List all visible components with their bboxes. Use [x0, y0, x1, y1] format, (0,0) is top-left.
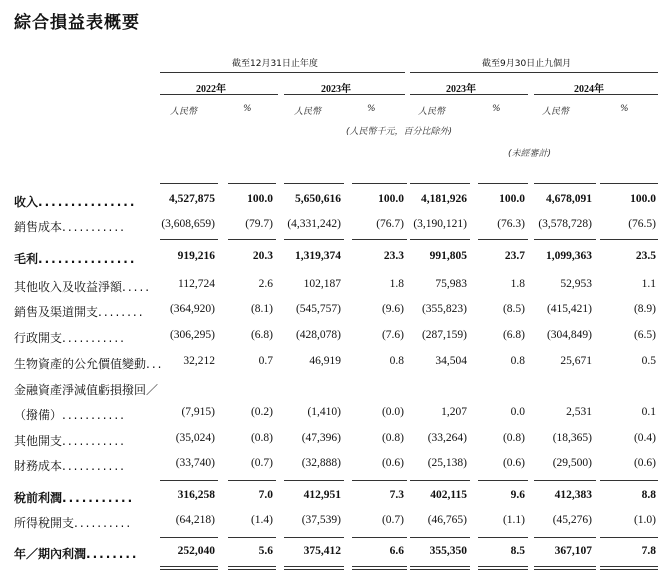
- cell-rmb-9m-2024: 412,383: [554, 489, 592, 501]
- row-label: [14, 355, 163, 372]
- cell-pct-2023: (0.8): [381, 432, 404, 444]
- cell-pct-9m-2024: (8.9): [633, 303, 656, 315]
- year-rule-2024: [534, 94, 658, 95]
- year-header-2024: 2024年: [574, 84, 604, 95]
- col-label-currency-1: 人民幣: [170, 107, 198, 117]
- cell-pct-9m-2023: 1.8: [510, 278, 525, 290]
- cell-rmb-9m-2024: 367,107: [554, 545, 592, 557]
- leader-dots: ..........: [74, 516, 133, 530]
- cell-rmb-9m-2024: 52,953: [560, 278, 592, 290]
- row-label: [14, 432, 126, 449]
- cell-pct-2023: (0.0): [381, 406, 404, 418]
- cell-pct-9m-2023: 0.8: [510, 355, 525, 367]
- cell-pct-9m-2023: (6.8): [502, 329, 525, 341]
- cell-pct-2022: 0.7: [258, 355, 273, 367]
- cell-pct-9m-2023: (1.1): [502, 514, 525, 526]
- cell-pct-9m-2023: (8.5): [502, 303, 525, 315]
- row-label-text: 其他開支: [14, 434, 63, 448]
- cell-rmb-2022: 919,216: [177, 250, 215, 262]
- row-label-text: 銷售成本: [14, 220, 63, 234]
- row-label-text: 收入: [14, 195, 39, 209]
- cell-pct-2023: 0.8: [389, 355, 404, 367]
- cell-pct-2022: (1.4): [250, 514, 273, 526]
- net-profit-overline-pct-9m-2023: [478, 537, 528, 538]
- year-rule-2023-nine-months: [410, 94, 528, 95]
- cell-pct-2022: 20.3: [252, 250, 273, 262]
- cell-rmb-2023: 102,187: [303, 278, 341, 290]
- cell-pct-2023: (9.6): [381, 303, 404, 315]
- col-label-percent-3: %: [492, 104, 501, 114]
- row-label: [14, 329, 126, 346]
- row-label-text: 年／期內利潤: [14, 547, 87, 561]
- cell-rmb-9m-2024: (304,849): [546, 329, 592, 341]
- cell-rmb-2023: 375,412: [303, 545, 341, 557]
- cell-rmb-2022: (64,218): [175, 514, 215, 526]
- cell-pct-2022: (79.7): [245, 218, 273, 230]
- net-profit-overline-pct-2023: [352, 537, 407, 538]
- net-profit-double-underline-rmb-9m-2024: [534, 569, 596, 570]
- cell-rmb-9m-2024: (3,578,728): [538, 218, 592, 230]
- row-label-text: （撥備）: [14, 408, 63, 422]
- cell-pct-9m-2023: (76.3): [497, 218, 525, 230]
- row-label: [14, 489, 134, 506]
- cell-pct-2023: 7.3: [389, 489, 404, 501]
- net-profit-underline-pct-2022: [228, 566, 276, 567]
- period-rule-nine-months: [410, 72, 658, 73]
- cell-rmb-2023: (428,078): [295, 329, 341, 341]
- net-profit-underline-rmb-9m-2023: [410, 566, 470, 567]
- table-row: [0, 381, 660, 401]
- table-row: [0, 278, 660, 298]
- cell-pct-9m-2024: (0.6): [633, 457, 656, 469]
- cell-rmb-2023: (32,888): [301, 457, 341, 469]
- cell-rmb-2022: (7,915): [181, 406, 215, 418]
- cell-pct-2022: (0.2): [250, 406, 273, 418]
- cell-pct-2022: (8.1): [250, 303, 273, 315]
- cell-rmb-2022: 252,040: [177, 545, 215, 557]
- cell-rmb-2023: 1,319,374: [295, 250, 341, 262]
- row-label: [14, 218, 126, 235]
- cell-pct-9m-2023: 8.5: [510, 545, 525, 557]
- cell-rmb-9m-2024: (45,276): [552, 514, 592, 526]
- leader-dots: ...: [146, 357, 164, 371]
- table-row: [0, 514, 660, 534]
- leader-dots: ...........: [62, 459, 126, 473]
- row-label: [14, 193, 136, 210]
- cell-pct-2022: 2.6: [258, 278, 273, 290]
- row-label: [14, 303, 145, 320]
- pretax-overline-rmb-2022: [160, 480, 218, 481]
- cell-pct-9m-2024: (1.0): [633, 514, 656, 526]
- gross-profit-overline-rmb-9m-2023: [410, 239, 470, 240]
- net-profit-overline-pct-2022: [228, 537, 276, 538]
- header-underline-rmb-9m-2024: [534, 183, 596, 184]
- col-label-percent-4: %: [620, 104, 629, 114]
- cell-rmb-2022: 32,212: [183, 355, 215, 367]
- col-label-currency-4: 人民幣: [542, 107, 570, 117]
- net-profit-overline-rmb-9m-2024: [534, 537, 596, 538]
- cell-pct-9m-2023: (0.8): [502, 432, 525, 444]
- row-label: [14, 278, 151, 295]
- cell-rmb-9m-2023: 4,181,926: [421, 193, 467, 205]
- cell-rmb-2022: (364,920): [169, 303, 215, 315]
- cell-pct-2022: (0.7): [250, 457, 273, 469]
- header-underline-pct-2023: [352, 183, 407, 184]
- row-label-text: 行政開支: [14, 331, 63, 345]
- row-label: [14, 250, 136, 267]
- row-label-text: 其他收入及收益淨額: [14, 280, 123, 294]
- period-rule-annual: [160, 72, 405, 73]
- cell-rmb-9m-2024: 4,678,091: [546, 193, 592, 205]
- net-profit-double-underline-rmb-2022: [160, 569, 218, 570]
- pretax-overline-rmb-2023: [284, 480, 344, 481]
- cell-rmb-9m-2023: 1,207: [441, 406, 467, 418]
- net-profit-double-underline-rmb-2023: [284, 569, 344, 570]
- net-profit-underline-rmb-9m-2024: [534, 566, 596, 567]
- table-row: [0, 218, 660, 238]
- table-row: [0, 489, 660, 509]
- cell-rmb-9m-2023: 402,115: [430, 489, 467, 501]
- row-label-text: 所得稅開支: [14, 516, 75, 530]
- table-row: [0, 329, 660, 349]
- leader-dots: ...............: [38, 252, 137, 266]
- cell-rmb-2023: (37,539): [301, 514, 341, 526]
- table-row: [0, 457, 660, 477]
- cell-pct-9m-2024: 0.1: [641, 406, 656, 418]
- cell-rmb-9m-2023: 34,504: [435, 355, 467, 367]
- cell-pct-9m-2023: (0.6): [502, 457, 525, 469]
- cell-rmb-2023: (1,410): [307, 406, 341, 418]
- header-underline-rmb-2023: [284, 183, 344, 184]
- table-row: [0, 250, 660, 270]
- cell-rmb-9m-2024: (18,365): [552, 432, 592, 444]
- period-header-nine-months: 截至9月30日止九個月: [482, 59, 572, 69]
- cell-rmb-9m-2024: (29,500): [552, 457, 592, 469]
- year-rule-2023-annual: [284, 94, 405, 95]
- year-rule-2022: [160, 94, 278, 95]
- leader-dots: .....: [122, 280, 152, 294]
- cell-pct-9m-2023: 0.0: [510, 406, 525, 418]
- cell-rmb-2022: (33,740): [175, 457, 215, 469]
- cell-pct-9m-2024: 0.5: [641, 355, 656, 367]
- cell-pct-9m-2023: 9.6: [510, 489, 525, 501]
- cell-rmb-2023: (545,757): [295, 303, 341, 315]
- net-profit-double-underline-pct-2023: [352, 569, 407, 570]
- pretax-overline-rmb-9m-2024: [534, 480, 596, 481]
- cell-rmb-2022: (306,295): [169, 329, 215, 341]
- cell-pct-9m-2024: 1.1: [641, 278, 656, 290]
- cell-pct-2022: (0.8): [250, 432, 273, 444]
- net-profit-underline-rmb-2023: [284, 566, 344, 567]
- row-label-text: 金融資產淨減值虧損撥回／: [14, 383, 159, 397]
- table-row: [0, 355, 660, 375]
- row-label: [14, 406, 126, 423]
- cell-rmb-2023: 5,650,616: [295, 193, 341, 205]
- row-label-text: 生物資產的公允價值變動: [14, 357, 147, 371]
- header-underline-pct-9m-2024: [600, 183, 658, 184]
- cell-pct-2023: (7.6): [381, 329, 404, 341]
- cell-rmb-9m-2023: (287,159): [421, 329, 467, 341]
- cell-pct-9m-2024: 7.8: [641, 545, 656, 557]
- leader-dots: ...........: [62, 408, 126, 422]
- net-profit-underline-rmb-2022: [160, 566, 218, 567]
- page-title: 綜合損益表概要: [14, 13, 140, 33]
- row-label-text: 稅前利潤: [14, 491, 63, 505]
- cell-pct-2023: 100.0: [378, 193, 404, 205]
- year-header-2023-annual: 2023年: [321, 84, 351, 95]
- cell-pct-9m-2024: (0.4): [633, 432, 656, 444]
- pretax-overline-pct-2023: [352, 480, 407, 481]
- cell-pct-2022: 100.0: [247, 193, 273, 205]
- cell-pct-2022: 7.0: [258, 489, 273, 501]
- cell-rmb-2023: (47,396): [301, 432, 341, 444]
- table-row: [0, 406, 660, 426]
- row-label: [14, 381, 158, 398]
- pretax-overline-pct-9m-2024: [600, 480, 658, 481]
- leader-dots: ...............: [38, 195, 137, 209]
- leader-dots: ...........: [62, 220, 126, 234]
- year-header-2022: 2022年: [196, 84, 226, 95]
- cell-rmb-9m-2024: (415,421): [546, 303, 592, 315]
- cell-pct-9m-2023: 23.7: [504, 250, 525, 262]
- cell-rmb-9m-2023: 991,805: [429, 250, 467, 262]
- cell-rmb-9m-2024: 1,099,363: [546, 250, 592, 262]
- col-label-currency-3: 人民幣: [418, 107, 446, 117]
- col-label-percent-2: %: [367, 104, 376, 114]
- pretax-overline-pct-2022: [228, 480, 276, 481]
- unaudited-note: (未經審計): [508, 149, 552, 159]
- row-label-text: 財務成本: [14, 459, 63, 473]
- pretax-overline-pct-9m-2023: [478, 480, 528, 481]
- cell-rmb-9m-2023: 75,983: [435, 278, 467, 290]
- table-row: [0, 193, 660, 213]
- gross-profit-overline-rmb-9m-2024: [534, 239, 596, 240]
- gross-profit-overline-pct-2022: [228, 239, 276, 240]
- cell-pct-2022: 5.6: [258, 545, 273, 557]
- net-profit-overline-rmb-2023: [284, 537, 344, 538]
- cell-rmb-9m-2023: (33,264): [427, 432, 467, 444]
- header-underline-pct-9m-2023: [478, 183, 528, 184]
- gross-profit-overline-rmb-2023: [284, 239, 344, 240]
- leader-dots: ........: [98, 305, 145, 319]
- col-label-currency-2: 人民幣: [294, 107, 322, 117]
- gross-profit-overline-pct-9m-2024: [600, 239, 658, 240]
- cell-pct-2023: 6.6: [389, 545, 404, 557]
- leader-dots: ...........: [62, 491, 135, 505]
- pretax-overline-rmb-9m-2023: [410, 480, 470, 481]
- row-label-text: 毛利: [14, 252, 39, 266]
- table-row: [0, 545, 660, 565]
- cell-rmb-9m-2024: 2,531: [566, 406, 592, 418]
- period-header-annual: 截至12月31日止年度: [232, 59, 318, 69]
- cell-rmb-2023: (4,331,242): [287, 218, 341, 230]
- cell-rmb-9m-2023: (3,190,121): [413, 218, 467, 230]
- net-profit-double-underline-rmb-9m-2023: [410, 569, 470, 570]
- cell-pct-9m-2024: (76.5): [628, 218, 656, 230]
- cell-pct-9m-2024: 100.0: [630, 193, 656, 205]
- cell-rmb-2022: (3,608,659): [161, 218, 215, 230]
- net-profit-underline-pct-2023: [352, 566, 407, 567]
- cell-rmb-2023: 412,951: [303, 489, 341, 501]
- cell-rmb-2022: 112,724: [178, 278, 215, 290]
- cell-pct-2023: (0.7): [381, 514, 404, 526]
- cell-pct-9m-2023: 100.0: [499, 193, 525, 205]
- net-profit-overline-pct-9m-2024: [600, 537, 658, 538]
- cell-pct-9m-2024: 8.8: [641, 489, 656, 501]
- gross-profit-overline-pct-2023: [352, 239, 407, 240]
- cell-rmb-9m-2023: (355,823): [421, 303, 467, 315]
- leader-dots: ...........: [62, 331, 126, 345]
- row-label: [14, 545, 138, 562]
- cell-pct-2023: 23.3: [383, 250, 404, 262]
- table-row: [0, 303, 660, 323]
- cell-rmb-9m-2023: 355,350: [429, 545, 467, 557]
- table-row: [0, 432, 660, 452]
- leader-dots: ........: [86, 547, 139, 561]
- cell-pct-2022: (6.8): [250, 329, 273, 341]
- cell-pct-2023: 1.8: [389, 278, 404, 290]
- cell-pct-9m-2024: 23.5: [635, 250, 656, 262]
- net-profit-underline-pct-9m-2024: [600, 566, 658, 567]
- gross-profit-overline-pct-9m-2023: [478, 239, 528, 240]
- header-underline-rmb-9m-2023: [410, 183, 470, 184]
- cell-rmb-2022: 316,258: [177, 489, 215, 501]
- cell-pct-2023: (76.7): [376, 218, 404, 230]
- cell-rmb-2023: 46,919: [309, 355, 341, 367]
- header-underline-rmb-2022: [160, 183, 218, 184]
- cell-rmb-9m-2023: (25,138): [427, 457, 467, 469]
- cell-rmb-9m-2023: (46,765): [427, 514, 467, 526]
- net-profit-double-underline-pct-9m-2023: [478, 569, 528, 570]
- net-profit-overline-rmb-9m-2023: [410, 537, 470, 538]
- row-label: [14, 514, 132, 531]
- col-label-percent-1: %: [243, 104, 252, 114]
- year-header-2023-nine-months: 2023年: [446, 84, 476, 95]
- net-profit-overline-rmb-2022: [160, 537, 218, 538]
- cell-pct-2023: (0.6): [381, 457, 404, 469]
- cell-rmb-2022: 4,527,875: [169, 193, 215, 205]
- cell-rmb-9m-2024: 25,671: [560, 355, 592, 367]
- unit-note: (人民幣千元，百分比除外): [346, 127, 453, 137]
- header-underline-pct-2022: [228, 183, 276, 184]
- leader-dots: ...........: [62, 434, 126, 448]
- cell-pct-9m-2024: (6.5): [633, 329, 656, 341]
- net-profit-double-underline-pct-9m-2024: [600, 569, 658, 570]
- net-profit-double-underline-pct-2022: [228, 569, 276, 570]
- row-label-text: 銷售及渠道開支: [14, 305, 99, 319]
- cell-rmb-2022: (35,024): [175, 432, 215, 444]
- row-label: [14, 457, 126, 474]
- net-profit-underline-pct-9m-2023: [478, 566, 528, 567]
- gross-profit-overline-rmb-2022: [160, 239, 218, 240]
